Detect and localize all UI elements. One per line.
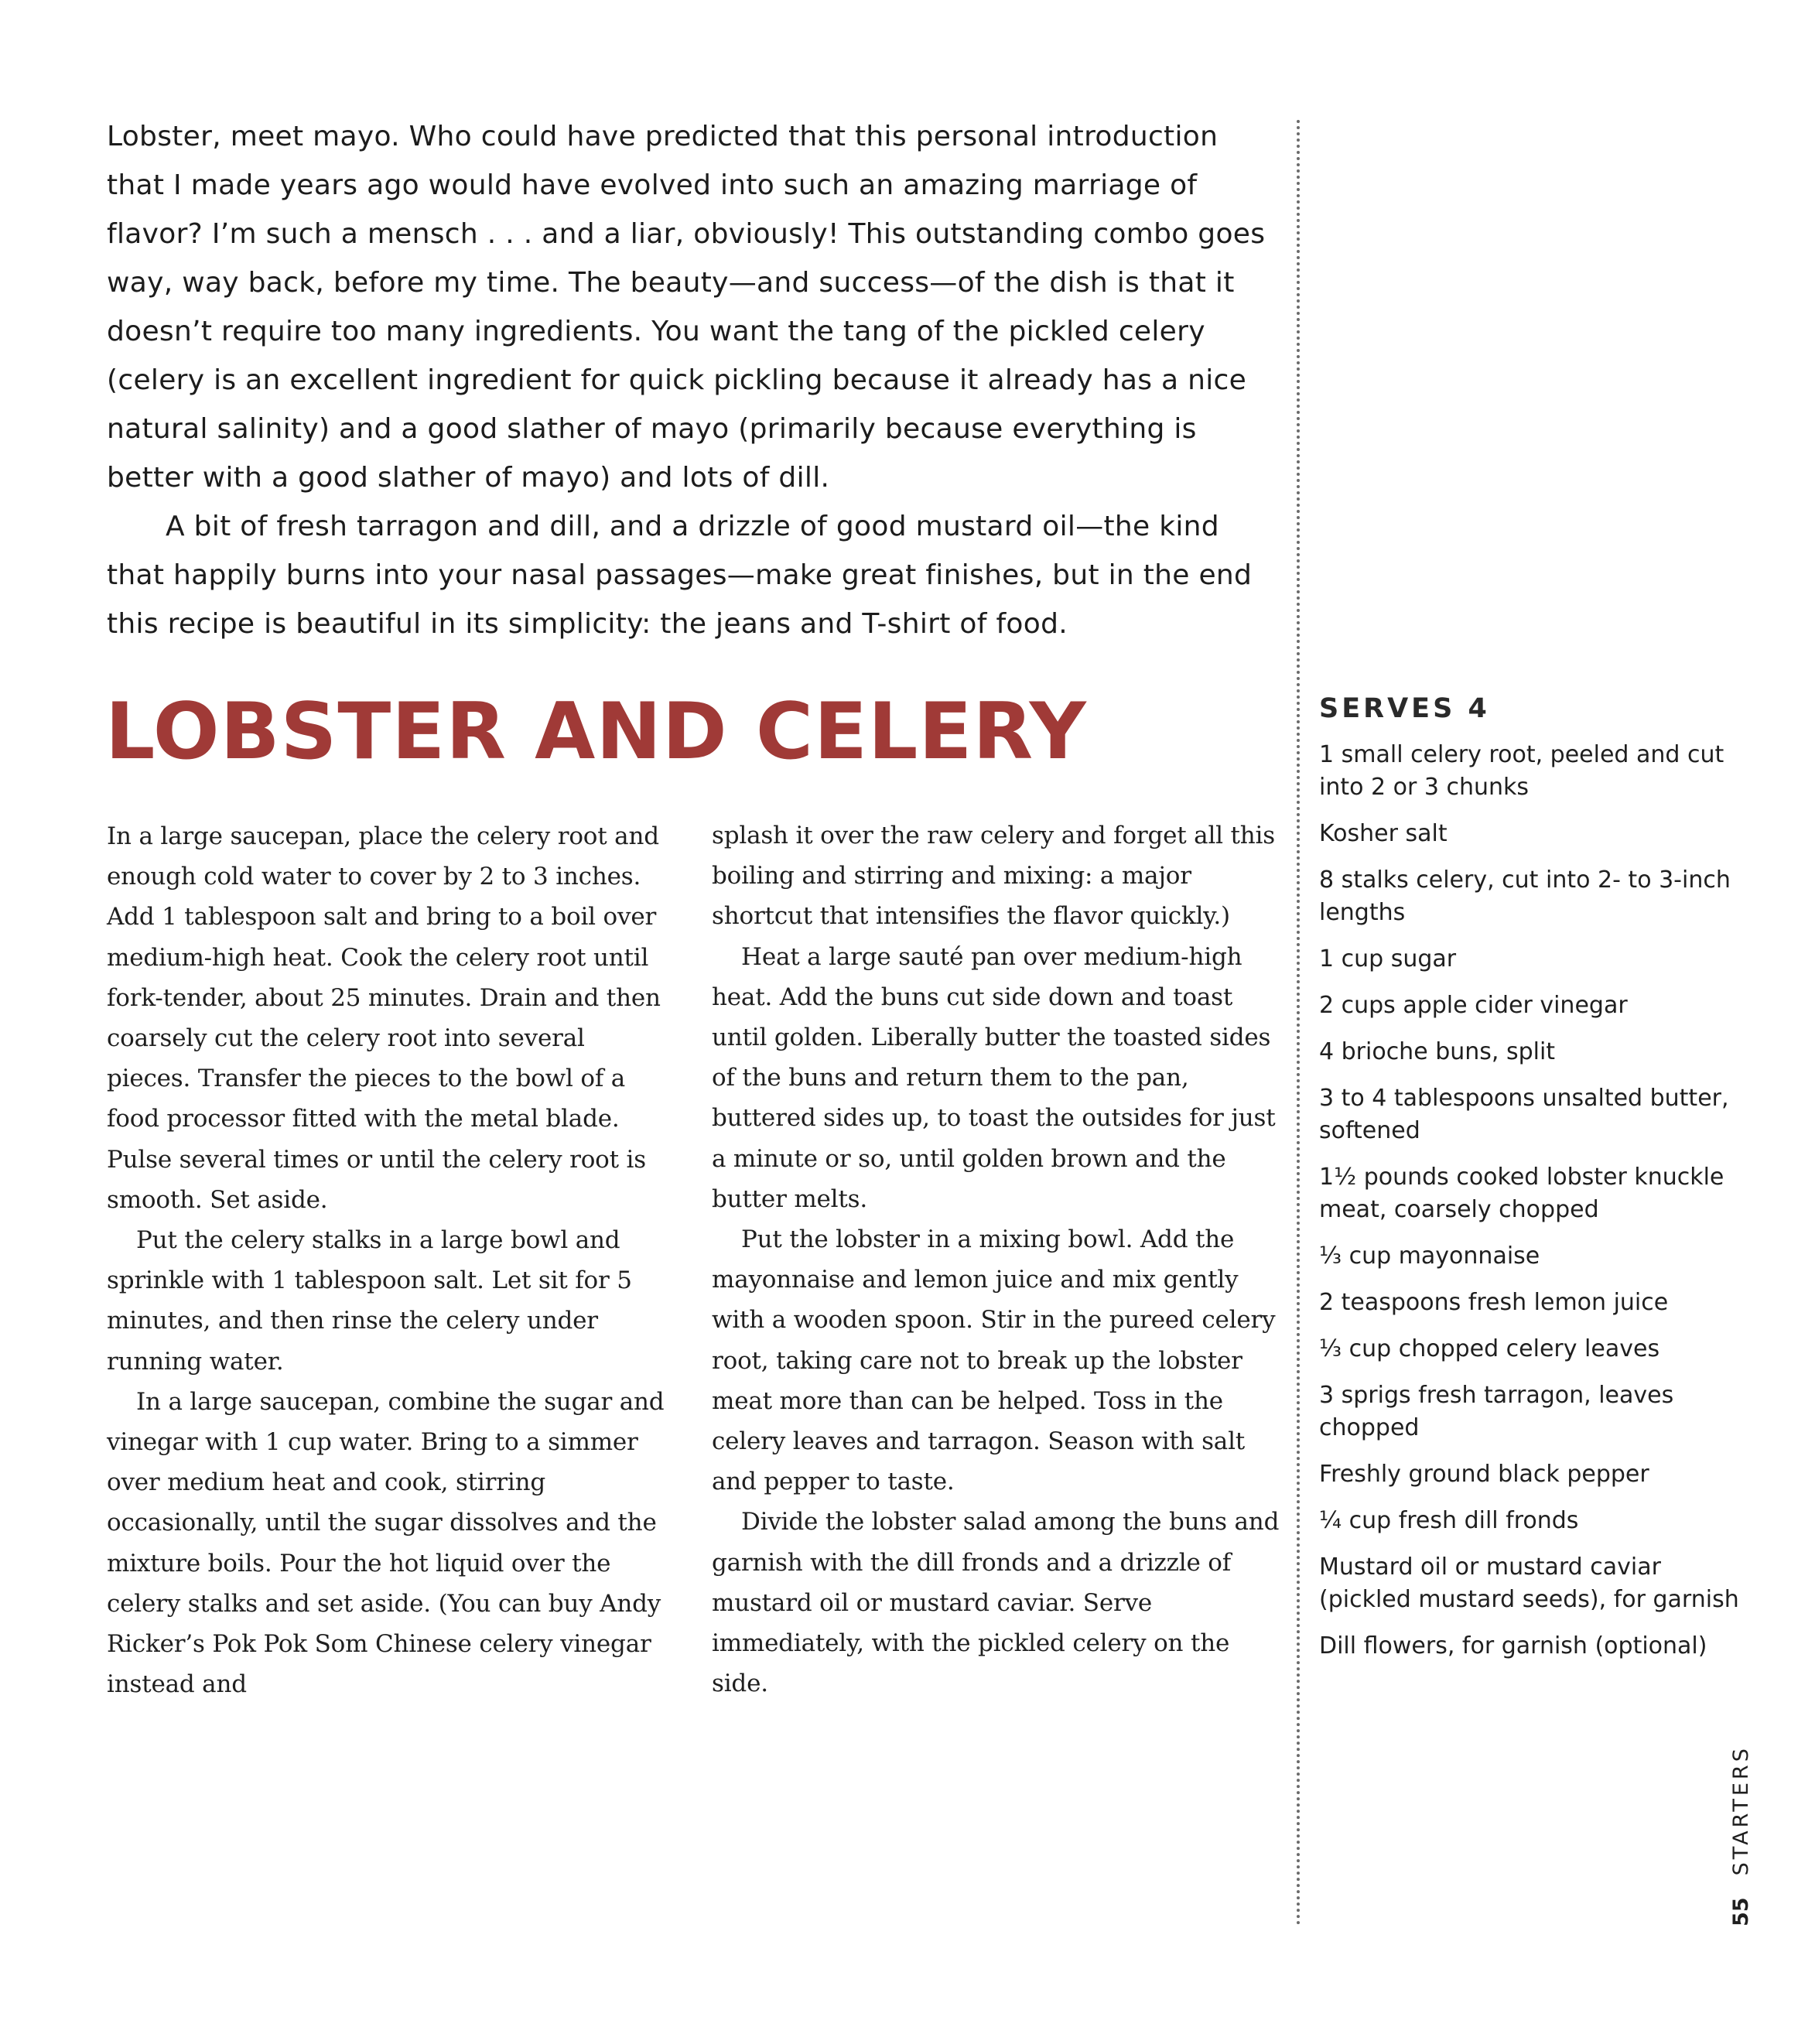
ingredient-item: Freshly ground black pepper — [1319, 1461, 1649, 1488]
ingredient-item: 8 stalks celery, cut into 2- to 3-inch lengths — [1319, 866, 1731, 926]
method-column-left — [107, 816, 675, 1704]
serves-heading: SERVES 4 — [1319, 693, 1490, 724]
ingredient-item: 3 sprigs fresh tarragon, leaves chopped — [1319, 1382, 1674, 1441]
ingredient-item: 3 to 4 tablespoons unsalted butter, softened — [1319, 1085, 1729, 1144]
ingredient-item: Kosher salt — [1319, 820, 1448, 847]
intro-paragraph: Lobster, meet mayo. Who could have predicted that this personal introduction that I made years ago would have evolved into such an amazing marriage of flavor? I’m such a mensch . . . and a liar, obviously! This outstanding combo goes way, way back, before my time. The beauty—and success—of the dish is that it doesn’t require too many ingredients. You want the tang of the pickled celery (celery is an excellent ingredient for quick pickling because it already has a nice natural salinity) and a good slather of mayo (primarily because everything is better with a good slather of mayo) and lots of dill. — [107, 121, 1266, 494]
section-name: STARTERS — [1729, 1745, 1753, 1876]
method-column-right — [712, 815, 1280, 1704]
method-paragraph: In a large saucepan, place the celery root and enough cold water to cover by 2 to 3 inches. Add 1 tablespoon salt and bring to a boil over medium-high heat. Cook the celery root until fork-tender, about 25 minutes. Drain and then coarsely cut the celery root into several pieces. Transfer the pieces to the bowl of a food processor fitted with the metal blade. Pulse several times or until the celery root is smooth. Set aside. — [107, 822, 661, 1214]
dotted-divider — [1297, 120, 1300, 1926]
ingredient-item: 1½ pounds cooked lobster knuckle meat, coarsely chopped — [1319, 1164, 1724, 1223]
method-paragraph: In a large saucepan, combine the sugar and vinegar with 1 cup water. Bring to a simmer over medium heat and cook, stirring occasionally, until the sugar dissolves and the mixture boils. Pour the hot liquid over the celery stalks and set aside. (You can buy Andy Ricker’s Pok Pok Som Chinese celery vinegar instead and — [107, 1387, 665, 1699]
ingredient-item: 4 brioche buns, split — [1319, 1038, 1556, 1065]
method-paragraph: Put the lobster in a mixing bowl. Add the mayonnaise and lemon juice and mix gently with a wooden spoon. Stir in the pureed celery root, taking care not to break up the lobster meat more than can be helped. Toss in the celery leaves and tarragon. Season with salt and pepper to taste. — [712, 1225, 1276, 1496]
ingredient-item: ⅓ cup mayonnaise — [1319, 1242, 1540, 1270]
ingredient-item: ¼ cup fresh dill fronds — [1319, 1507, 1579, 1534]
ingredient-item: ⅓ cup chopped celery leaves — [1319, 1335, 1660, 1362]
ingredient-list — [1319, 739, 1752, 1677]
page-number: 55 — [1729, 1897, 1753, 1926]
recipe-title: LOBSTER AND CELERY — [105, 685, 1087, 777]
ingredient-item: 1 cup sugar — [1319, 945, 1457, 972]
ingredient-item: Dill flowers, for garnish (optional) — [1319, 1632, 1707, 1659]
page-footer — [1729, 1745, 1754, 1926]
method-paragraph: splash it over the raw celery and forget all this boiling and stirring and mixing: a major shortcut that intensifies the flavor quickly.) — [712, 822, 1275, 931]
recipe-introduction — [107, 112, 1283, 648]
ingredient-item: 1 small celery root, peeled and cut into 2 or 3 chunks — [1319, 741, 1724, 801]
intro-paragraph: A bit of fresh tarragon and dill, and a drizzle of good mustard oil—the kind that happily burns into your nasal passages—make great finishes, but in the end this recipe is beautiful in its simplicity: the jeans and T-shirt of food. — [107, 511, 1253, 640]
method-paragraph: Divide the lobster salad among the buns and garnish with the dill fronds and a drizzle of mustard oil or mustard caviar. Serve immediately, with the pickled celery on the side. — [712, 1508, 1280, 1698]
method-paragraph: Heat a large sauté pan over medium-high heat. Add the buns cut side down and toast until golden. Liberally butter the toasted sides of the buns and return them to the pan, buttered sides up, to toast the outsides for just a minute or so, until golden brown and the butter melts. — [712, 942, 1276, 1213]
method-paragraph: Put the celery stalks in a large bowl and sprinkle with 1 tablespoon salt. Let sit for 5 minutes, and then rinse the celery under running water. — [107, 1226, 632, 1376]
ingredient-item: 2 cups apple cider vinegar — [1319, 992, 1628, 1019]
ingredient-item: Mustard oil or mustard caviar (pickled mustard seeds), for garnish — [1319, 1554, 1739, 1613]
ingredient-item: 2 teaspoons fresh lemon juice — [1319, 1289, 1669, 1316]
